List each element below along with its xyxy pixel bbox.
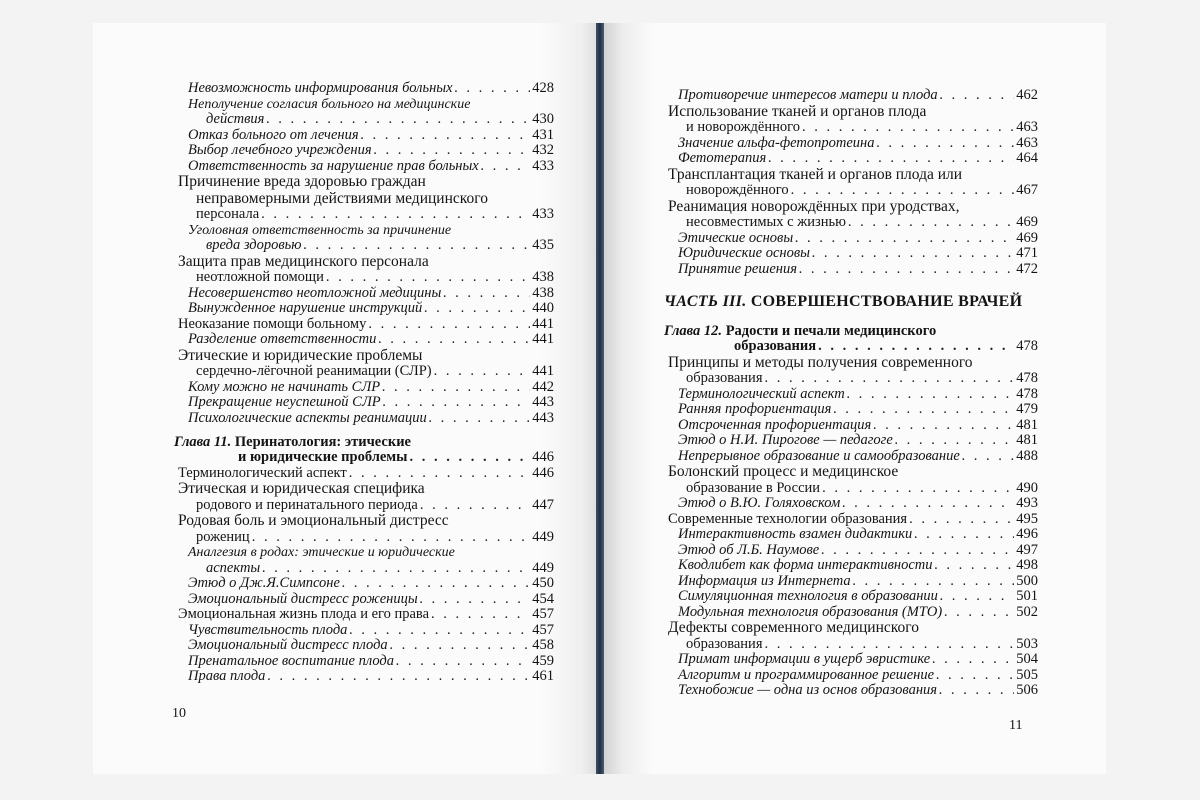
toc-entry-title: новорождённого bbox=[686, 182, 789, 198]
toc-entry bbox=[174, 513, 554, 545]
toc-entry-title: Интерактивность взамен дидактики bbox=[678, 526, 913, 542]
leader-dots bbox=[802, 120, 1014, 136]
toc-entry-page: 497 bbox=[1016, 541, 1038, 558]
toc-entry-title: Непрерывное образование и самообразование bbox=[678, 447, 960, 464]
toc-entry-page: 458 bbox=[532, 637, 554, 653]
leader-dots bbox=[267, 669, 530, 685]
leader-dots bbox=[940, 589, 1014, 605]
leader-dots bbox=[936, 668, 1014, 684]
toc-entry bbox=[664, 433, 1038, 449]
toc-entry-title: Симуляционная технология в образовании bbox=[678, 588, 938, 604]
leader-dots bbox=[455, 81, 531, 97]
toc-entry-title: Этические и юридические проблемы bbox=[178, 346, 423, 364]
leader-dots bbox=[962, 449, 1014, 465]
toc-entry bbox=[664, 167, 1038, 199]
toc-entry-page: 454 bbox=[532, 590, 554, 607]
part-heading: ЧАСТЬ III. СОВЕРШЕНСТВОВАНИЕ ВРАЧЕЙ bbox=[664, 293, 1023, 310]
toc-entry-title: Болонский процесс и медицинское bbox=[668, 463, 899, 480]
toc-entry bbox=[664, 418, 1038, 434]
toc-entry bbox=[174, 254, 554, 286]
toc-entry-title: Вынужденное нарушение инструкций bbox=[188, 300, 423, 316]
page-number: 10 bbox=[172, 706, 186, 721]
toc-entry-page: 469 bbox=[1016, 214, 1038, 230]
toc-entry bbox=[174, 545, 554, 576]
toc-entry-title: Родовая боль и эмоциональный дистресс bbox=[178, 512, 449, 529]
leader-dots bbox=[848, 215, 1014, 231]
toc-entry bbox=[174, 348, 554, 380]
toc-entry-page: 433 bbox=[532, 157, 554, 174]
toc-entry-page: 467 bbox=[1016, 182, 1038, 198]
toc-entry-page: 442 bbox=[532, 378, 554, 395]
leader-dots bbox=[765, 371, 1015, 387]
toc-entry-page: 471 bbox=[1016, 245, 1038, 261]
toc-entry-title: Права плода bbox=[188, 668, 266, 684]
toc-entry bbox=[174, 638, 554, 654]
toc-entry-title: Ранняя профориентация bbox=[678, 401, 832, 417]
toc-entry-title: Выбор лечебного учреждения bbox=[188, 142, 372, 158]
toc-entry-title: сердечно-лёгочной реанимации (СЛР) bbox=[196, 363, 432, 379]
toc-entry-title: Кому можно не начинать СЛР bbox=[188, 378, 381, 395]
toc-entry bbox=[174, 576, 554, 592]
toc-entry bbox=[174, 301, 554, 317]
toc-entry-title: Эмоциональный дистресс плода bbox=[188, 637, 388, 653]
leader-dots bbox=[368, 317, 530, 333]
toc-entry bbox=[174, 81, 554, 97]
toc-entry-page: 433 bbox=[532, 206, 554, 222]
toc-entry-page: 501 bbox=[1016, 588, 1038, 604]
leader-dots bbox=[939, 683, 1014, 699]
toc-entry bbox=[664, 151, 1038, 167]
toc-entry bbox=[664, 88, 1038, 104]
toc-entry-title: Модульная технология образования (МТО) bbox=[678, 603, 943, 620]
toc-entry bbox=[664, 262, 1038, 278]
toc-entry-page: 481 bbox=[1016, 432, 1038, 448]
toc-entry-page: 463 bbox=[1016, 119, 1038, 135]
toc-entry bbox=[664, 558, 1038, 574]
toc-entry-title: Примат информации в ущерб эвристике bbox=[678, 651, 931, 667]
toc-entry bbox=[174, 654, 554, 670]
toc-entry-title: Значение альфа-фетопротеина bbox=[678, 134, 875, 151]
toc-entry-title: Терминологический аспект bbox=[178, 464, 347, 481]
leader-dots bbox=[266, 112, 530, 128]
leader-dots bbox=[821, 543, 1014, 559]
leader-dots bbox=[420, 498, 530, 514]
toc-entry-title: и новорождённого bbox=[686, 119, 800, 135]
leader-dots bbox=[304, 238, 531, 254]
chapter-heading: Глава 12. Радости и печали медицинского образования . . . 478 bbox=[664, 323, 1038, 355]
leader-dots bbox=[812, 246, 1014, 262]
toc-entry bbox=[664, 199, 1038, 231]
toc-entry-title: Этюд об Л.Б. Наумове bbox=[678, 541, 820, 558]
leader-dots bbox=[833, 402, 1014, 418]
leader-dots bbox=[799, 262, 1014, 278]
toc-entry-title: Технобожие — одна из основ образования bbox=[678, 682, 938, 698]
toc-entry bbox=[664, 605, 1038, 621]
toc-entry-page: 430 bbox=[532, 111, 554, 127]
leader-dots bbox=[383, 395, 531, 411]
toc-entry bbox=[174, 332, 554, 348]
toc-entry-page: 504 bbox=[1016, 651, 1038, 667]
page-number: 11 bbox=[1009, 718, 1023, 733]
toc-entry-title: персонала bbox=[196, 206, 260, 222]
toc-entry-page: 479 bbox=[1016, 401, 1038, 417]
leader-dots bbox=[853, 574, 1015, 590]
toc-entry-page: 462 bbox=[1016, 87, 1038, 103]
toc-entry-title: Невозможность информирования больных bbox=[188, 80, 453, 96]
toc-entry bbox=[664, 231, 1038, 247]
toc-entry-title: Пренатальное воспитание плода bbox=[188, 652, 395, 669]
toc-entry-page: 500 bbox=[1016, 572, 1038, 589]
toc-entry-page: 447 bbox=[532, 496, 554, 513]
toc-entry bbox=[664, 652, 1038, 668]
leader-dots bbox=[765, 637, 1015, 653]
toc-entry bbox=[174, 395, 554, 411]
toc-entry bbox=[664, 387, 1038, 403]
leader-dots bbox=[349, 466, 531, 482]
leader-dots bbox=[795, 231, 1014, 247]
toc-entry-title: Эмоциональный дистресс роженицы bbox=[188, 590, 418, 607]
toc-entry-title: Причинение вреда здоровью граждан bbox=[178, 173, 426, 190]
toc-entry bbox=[664, 464, 1038, 496]
toc-entry-title: Чувствительность плода bbox=[188, 621, 348, 638]
toc-entry-page: 441 bbox=[532, 315, 554, 332]
toc-entry-title: Аналгезия в родах: этические и юридические bbox=[188, 545, 455, 560]
toc-entry bbox=[174, 592, 554, 608]
toc-entry-title: Кводлибет как форма интерактивности bbox=[678, 557, 933, 573]
toc-entry-title: образования bbox=[686, 635, 763, 652]
toc-entry-title: Неполучение согласия больного на медицинские bbox=[188, 96, 471, 112]
toc-entry bbox=[664, 136, 1038, 152]
toc-entry-title: вреда здоровью bbox=[206, 237, 302, 253]
toc-entry-title: Этические основы bbox=[678, 229, 794, 246]
toc-entry bbox=[174, 607, 554, 623]
leader-dots bbox=[374, 143, 531, 159]
leader-dots bbox=[847, 387, 1015, 403]
toc-entry-title: Психологические аспекты реанимации bbox=[188, 409, 427, 426]
leader-dots bbox=[940, 88, 1015, 104]
toc-entry-title: Этюд о В.Ю. Голяховском bbox=[678, 495, 841, 511]
toc-entry-page: 457 bbox=[532, 606, 554, 622]
toc-entry-page: 502 bbox=[1016, 603, 1038, 620]
leader-dots bbox=[944, 605, 1014, 621]
toc-entry-page: 498 bbox=[1016, 557, 1038, 573]
toc-entry-title: неправомерными действиями медицинского bbox=[196, 189, 488, 207]
toc-entry-page: 478 bbox=[1016, 370, 1038, 386]
toc-entry bbox=[174, 128, 554, 144]
toc-entry-title: Юридические основы bbox=[678, 245, 810, 261]
toc-entry-title: рожениц bbox=[196, 528, 250, 545]
toc-entry-title: Принятие решения bbox=[678, 260, 797, 277]
chapter-heading: Глава 11. Перинатология: этические и юридические проблемы . . . 446 bbox=[174, 434, 554, 466]
toc-entry-title: Уголовная ответственность за причинение bbox=[188, 222, 452, 238]
leader-dots bbox=[252, 530, 531, 546]
toc-entry-title: Реанимация новорождённых при уродствах, bbox=[668, 197, 960, 215]
leader-dots bbox=[914, 527, 1014, 543]
toc-entry-page: 481 bbox=[1016, 416, 1038, 433]
leader-dots bbox=[842, 496, 1014, 512]
toc-entry-page: 506 bbox=[1016, 682, 1038, 698]
toc-entry bbox=[664, 574, 1038, 590]
toc-entry-title: неотложной помощи bbox=[196, 269, 324, 285]
toc-entry-title: Неоказание помощи больному bbox=[178, 315, 367, 332]
toc-entry-page: 463 bbox=[1016, 134, 1038, 151]
toc-entry-title: Эмоциональная жизнь плода и его права bbox=[178, 606, 430, 622]
toc-entry bbox=[174, 623, 554, 639]
toc-entry-page: 493 bbox=[1016, 495, 1038, 511]
toc-entry-title: Ответственность за нарушение прав больных bbox=[188, 157, 479, 174]
toc-entry bbox=[174, 143, 554, 159]
toc-entry-page: 461 bbox=[532, 668, 554, 684]
toc-left bbox=[174, 81, 554, 685]
toc-entry-title: аспекты bbox=[206, 559, 261, 576]
leader-dots bbox=[481, 159, 531, 175]
toc-entry bbox=[664, 512, 1038, 528]
toc-entry-page: 440 bbox=[532, 300, 554, 316]
toc-entry-page: 488 bbox=[1016, 447, 1038, 464]
toc-entry-title: родового и перинатального периода bbox=[196, 496, 418, 513]
toc-entry bbox=[664, 683, 1038, 699]
toc-entry-page: 443 bbox=[532, 409, 554, 426]
toc-entry bbox=[664, 246, 1038, 262]
leader-dots bbox=[431, 607, 530, 623]
leader-dots bbox=[791, 183, 1015, 199]
toc-entry bbox=[174, 481, 554, 513]
toc-entry-page: 449 bbox=[532, 528, 554, 545]
leader-dots bbox=[382, 380, 530, 396]
toc-entry bbox=[664, 402, 1038, 418]
toc-entry-title: Терминологический аспект bbox=[678, 385, 845, 402]
toc-entry-title: Фетотерапия bbox=[678, 150, 767, 166]
book-gutter bbox=[596, 23, 604, 774]
toc-entry-page: 464 bbox=[1016, 150, 1038, 166]
toc-entry-title: Алгоритм и программированное решение bbox=[678, 666, 935, 683]
leader-dots bbox=[895, 433, 1014, 449]
toc-entry-title: Отказ больного от лечения bbox=[188, 126, 359, 143]
toc-entry-page: 495 bbox=[1016, 510, 1038, 527]
leader-dots bbox=[378, 332, 530, 348]
leader-dots bbox=[429, 411, 530, 427]
toc-entry-title: Трансплантация тканей и органов плода или bbox=[668, 165, 963, 183]
leader-dots bbox=[261, 207, 530, 223]
leader-dots bbox=[390, 638, 531, 654]
leader-dots bbox=[434, 364, 531, 380]
toc-entry-title: Использование тканей и органов плода bbox=[668, 102, 927, 120]
toc-entry-title: Этюд о Н.И. Пирогове — педагоге bbox=[678, 432, 893, 448]
toc-entry bbox=[664, 104, 1038, 136]
toc-entry-title: Несовершенство неотложной медицины bbox=[188, 284, 442, 301]
toc-entry-title: Противоречие интересов матери и плода bbox=[678, 87, 938, 103]
toc-entry-title: Отсроченная профориентация bbox=[678, 416, 872, 433]
toc-entry-title: Принципы и методы получения современного bbox=[668, 353, 973, 371]
toc-entry-page: 438 bbox=[532, 284, 554, 301]
leader-dots bbox=[342, 576, 530, 592]
toc-entry bbox=[664, 668, 1038, 684]
toc-entry-page: 457 bbox=[532, 621, 554, 638]
toc-entry-page: 438 bbox=[532, 269, 554, 285]
toc-entry-title: Современные технологии образования bbox=[668, 510, 908, 527]
toc-entry-page: 505 bbox=[1016, 666, 1038, 683]
toc-entry bbox=[664, 543, 1038, 559]
toc-entry bbox=[174, 223, 554, 254]
toc-entry-title: Прекращение неуспешной СЛР bbox=[188, 394, 381, 410]
toc-entry-page: 496 bbox=[1016, 526, 1038, 542]
toc-entry-page: 443 bbox=[532, 394, 554, 410]
toc-entry bbox=[174, 97, 554, 128]
toc-entry bbox=[174, 317, 554, 333]
leader-dots bbox=[909, 512, 1014, 528]
toc-entry bbox=[174, 159, 554, 175]
toc-entry-title: действия bbox=[206, 111, 265, 127]
leader-dots bbox=[443, 286, 530, 302]
toc-entry bbox=[174, 174, 554, 223]
toc-entry-title: Этическая и юридическая специфика bbox=[178, 480, 425, 497]
toc-entry-page: 441 bbox=[532, 363, 554, 379]
leader-dots bbox=[876, 136, 1014, 152]
toc-entry bbox=[664, 355, 1038, 387]
toc-entry-title: Дефекты современного медицинского bbox=[668, 619, 919, 636]
leader-dots bbox=[420, 592, 531, 608]
toc-entry-title: несовместимых с жизнью bbox=[686, 214, 846, 230]
toc-entry-page: 469 bbox=[1016, 229, 1038, 246]
leader-dots bbox=[934, 558, 1014, 574]
toc-entry bbox=[174, 669, 554, 685]
leader-dots bbox=[822, 481, 1014, 497]
leader-dots bbox=[873, 418, 1014, 434]
toc-entry-page: 435 bbox=[532, 237, 554, 253]
toc-entry bbox=[664, 449, 1038, 465]
leader-dots bbox=[349, 623, 530, 639]
toc-entry-page: 428 bbox=[532, 80, 554, 96]
toc-entry bbox=[664, 620, 1038, 652]
leader-dots bbox=[396, 654, 530, 670]
toc-entry-page: 431 bbox=[532, 126, 554, 143]
toc-right bbox=[664, 88, 1038, 699]
toc-entry bbox=[174, 411, 554, 427]
toc-entry bbox=[664, 589, 1038, 605]
toc-entry-title: Этюд о Дж.Я.Симпсоне bbox=[188, 575, 340, 591]
toc-entry-title: образование в России bbox=[686, 479, 821, 496]
toc-entry bbox=[174, 380, 554, 396]
toc-entry-page: 450 bbox=[532, 575, 554, 591]
toc-entry-page: 472 bbox=[1016, 260, 1038, 277]
toc-entry-page: 441 bbox=[532, 331, 554, 347]
toc-entry-page: 432 bbox=[532, 142, 554, 158]
toc-entry bbox=[664, 496, 1038, 512]
toc-entry bbox=[174, 286, 554, 302]
toc-entry-page: 478 bbox=[1016, 385, 1038, 402]
toc-entry-title: Защита прав медицинского персонала bbox=[178, 252, 429, 270]
toc-entry-page: 459 bbox=[532, 652, 554, 669]
toc-entry-page: 446 bbox=[532, 464, 554, 481]
toc-entry-title: образования bbox=[686, 370, 763, 386]
toc-entry-page: 503 bbox=[1016, 635, 1038, 652]
leader-dots bbox=[424, 301, 530, 317]
toc-entry bbox=[664, 527, 1038, 543]
toc-entry-page: 449 bbox=[532, 559, 554, 576]
toc-entry-page: 490 bbox=[1016, 479, 1038, 496]
toc-entry-title: Информация из Интернета bbox=[678, 572, 851, 589]
leader-dots bbox=[326, 270, 530, 286]
toc-entry-title: Разделение ответственности bbox=[188, 331, 377, 347]
toc-entry bbox=[174, 466, 554, 482]
leader-dots bbox=[932, 652, 1014, 668]
leader-dots bbox=[262, 561, 530, 577]
leader-dots bbox=[768, 151, 1014, 167]
leader-dots bbox=[361, 128, 531, 144]
